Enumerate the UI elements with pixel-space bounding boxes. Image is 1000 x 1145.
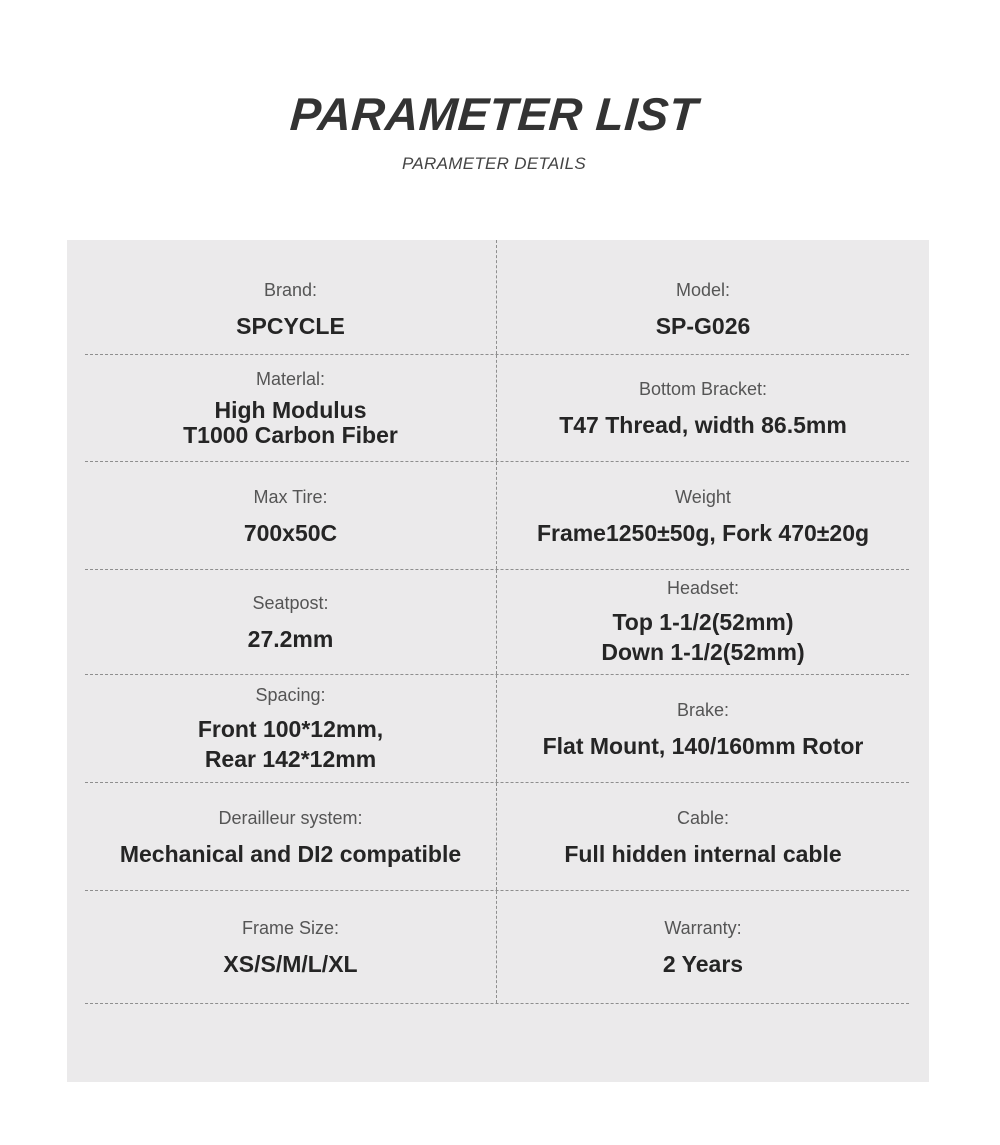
spec-cell-warranty xyxy=(497,891,909,1003)
spec-label: Weight xyxy=(675,486,731,507)
spec-cell-headset xyxy=(497,570,909,674)
spec-label: Brake: xyxy=(676,699,730,720)
spec-cell-brand xyxy=(85,240,497,354)
spec-value xyxy=(198,714,383,774)
spec-cell-seatpost xyxy=(85,570,497,674)
spec-value: 2 Years xyxy=(662,951,744,977)
spec-value-line: T1000 Carbon Fiber xyxy=(183,422,398,448)
spec-row xyxy=(85,783,909,891)
spec-value-line: High Modulus xyxy=(214,397,367,423)
spec-row xyxy=(85,570,909,675)
spec-label: Warranty: xyxy=(664,918,742,938)
spec-value: SP-G026 xyxy=(655,313,751,339)
spec-cell-material xyxy=(85,355,497,461)
spec-value: 27.2mm xyxy=(247,626,334,652)
spec-value: SPCYCLE xyxy=(236,313,345,339)
spec-value: Full hidden internal cable xyxy=(564,840,842,867)
spec-value xyxy=(601,607,804,667)
spec-value xyxy=(183,398,398,448)
spec-label: Materlal: xyxy=(255,369,326,389)
spec-label: Bottom Bracket: xyxy=(638,379,768,399)
spec-cell-cable xyxy=(497,783,909,890)
spec-cell-brake xyxy=(497,675,909,782)
spec-cell-spacing xyxy=(85,675,497,782)
spec-label: Model: xyxy=(675,280,731,300)
spec-value: Flat Mount, 140/160mm Rotor xyxy=(542,732,864,759)
spec-value-line: Down 1-1/2(52mm) xyxy=(601,639,805,665)
spec-label: Seatpost: xyxy=(252,593,329,613)
spec-value-line: Front 100*12mm, xyxy=(197,715,384,742)
spec-label: Max Tire: xyxy=(253,486,328,507)
page-title: PARAMETER LIST xyxy=(288,88,700,140)
spec-value: Mechanical and DI2 compatible xyxy=(119,840,462,867)
spec-row xyxy=(85,462,909,570)
spec-value: T47 Thread, width 86.5mm xyxy=(559,412,847,438)
spec-row xyxy=(85,675,909,783)
spec-label: Frame Size: xyxy=(241,918,340,938)
spec-cell-model xyxy=(497,240,909,354)
spec-cell-derailleur xyxy=(85,783,497,890)
spec-row xyxy=(85,240,909,355)
spec-label: Cable: xyxy=(676,807,730,828)
spec-table xyxy=(85,240,909,1004)
spec-value: XS/S/M/L/XL xyxy=(223,951,358,977)
spec-cell-weight xyxy=(497,462,909,569)
spec-value-line: Top 1-1/2(52mm) xyxy=(612,609,794,635)
spec-label: Spacing: xyxy=(255,684,326,705)
page-subtitle: PARAMETER DETAILS xyxy=(402,154,586,173)
spec-cell-frame-size xyxy=(85,891,497,1003)
spec-row xyxy=(85,355,909,462)
spec-cell-max-tire xyxy=(85,462,497,569)
spec-cell-bottom-bracket xyxy=(497,355,909,461)
spec-label: Headset: xyxy=(666,578,740,598)
spec-value-line: Rear 142*12mm xyxy=(204,745,377,772)
spec-label: Derailleur system: xyxy=(218,807,363,828)
spec-panel xyxy=(67,240,929,1082)
spec-value: Frame1250±50g, Fork 470±20g xyxy=(536,519,870,546)
spec-row xyxy=(85,891,909,1004)
spec-label: Brand: xyxy=(263,280,318,300)
spec-value: 700x50C xyxy=(243,519,338,546)
